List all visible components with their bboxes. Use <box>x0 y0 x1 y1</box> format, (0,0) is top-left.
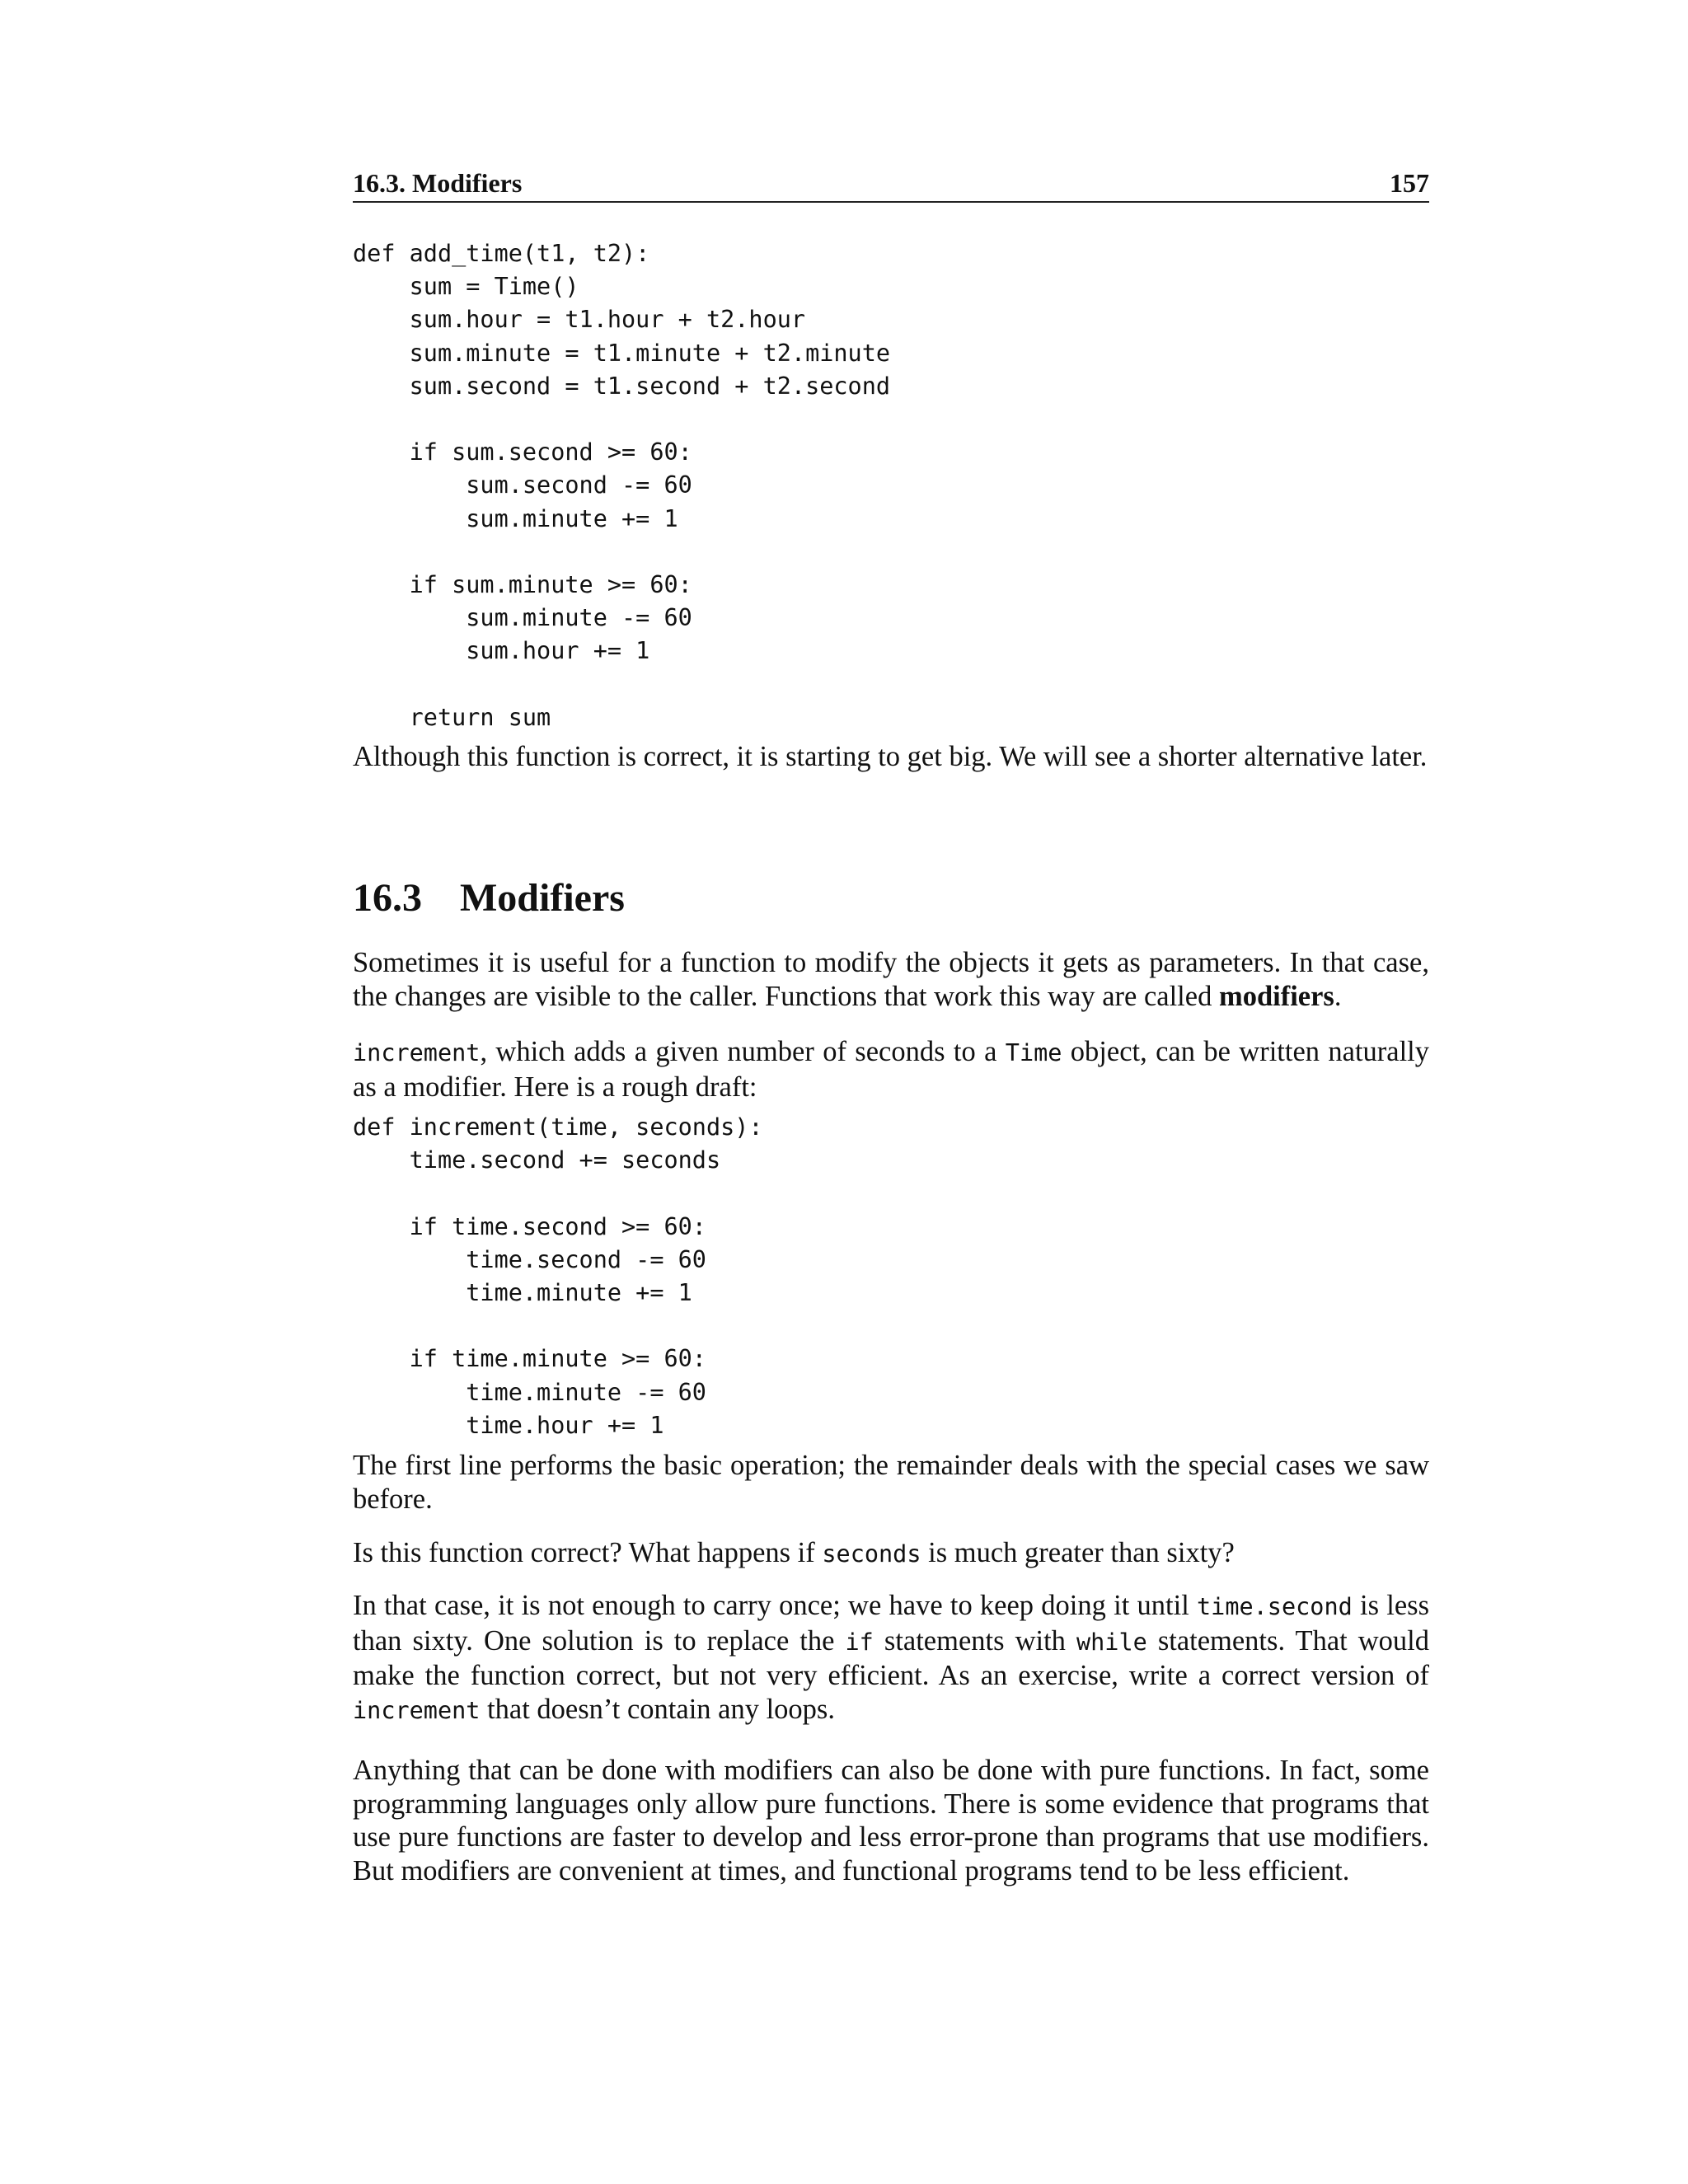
inline-code: while <box>1076 1628 1147 1656</box>
paragraph-modifiers-intro <box>353 946 1429 1013</box>
running-header <box>353 162 1429 203</box>
text-run: is less than sixty. One solution is to replace the <box>353 1590 1429 1657</box>
section-title: Modifiers <box>460 876 625 920</box>
section-heading <box>353 874 625 923</box>
text-run: is much greater than sixty? <box>921 1537 1235 1568</box>
inline-code: time.second <box>1197 1593 1353 1620</box>
inline-code: increment <box>353 1696 481 1724</box>
inline-code: if <box>845 1628 874 1656</box>
text-run: statements. That would make the function correct, but not very efficient. As an exercise, write a correct version of <box>353 1624 1430 1691</box>
inline-code: increment <box>353 1039 481 1066</box>
text-run: , which adds a given number of seconds to a <box>480 1036 1006 1067</box>
section-number: 16.3 <box>353 876 422 920</box>
bold-term-modifiers: modifiers <box>1218 980 1334 1012</box>
code-block-add-time: def add_time(t1, t2): sum = Time() sum.hour = t1.hour + t2.hour sum.minute = t1.minute + t2.minute sum.second = t1.second + t2.second if sum.second >= 60: sum.second -= 60 sum.minute += 1 if sum.minute >= 60: sum.minute -= 60 sum.hour += 1 return sum <box>353 240 891 731</box>
text-run: that doesn’t contain any loops. <box>480 1693 835 1725</box>
page-number: 157 <box>1390 168 1429 198</box>
inline-code: Time <box>1005 1039 1062 1066</box>
paragraph-first-line: The first line performs the basic operation; the remainder deals with the special cases we saw before. <box>353 1450 1429 1515</box>
paragraph-increment-intro <box>353 1035 1429 1104</box>
inline-code: seconds <box>822 1540 921 1568</box>
running-header-section: 16.3. Modifiers <box>353 168 523 198</box>
paragraph-carry-once <box>353 1589 1429 1727</box>
text-run: object, can be written naturally as a modifier. Here is a rough draft: <box>353 1036 1429 1103</box>
paragraph-correctness-note: Although this function is correct, it is starting to get big. We will see a shorter alternative later. <box>353 741 1428 772</box>
code-block-increment: def increment(time, seconds): time.second += seconds if time.second >= 60: time.second -= 60 time.minute += 1 if time.minute >= 60: time.minute -= 60 time.hour += 1 <box>353 1113 763 1439</box>
text-run: Sometimes it is useful for a function to modify the objects it gets as parameters. In that case, the changes are visible to the caller. Functions that work this way are called <box>353 947 1429 1012</box>
text-run: . <box>1334 980 1342 1012</box>
text-run: In that case, it is not enough to carry once; we have to keep doing it until <box>353 1590 1198 1621</box>
text-run: Is this function correct? What happens if <box>353 1537 823 1568</box>
paragraph-question <box>353 1536 1429 1572</box>
text-run: statements with <box>873 1624 1076 1657</box>
paragraph-pure-functions: Anything that can be done with modifiers can also be done with pure functions. In fact, some programming languages only allow pure functions. There is some evidence that programs that use pure functions are faster to develop and less error-prone than programs that use modifiers. But modifiers are convenient at times, and functional programs tend to be less efficient. <box>353 1755 1429 1886</box>
